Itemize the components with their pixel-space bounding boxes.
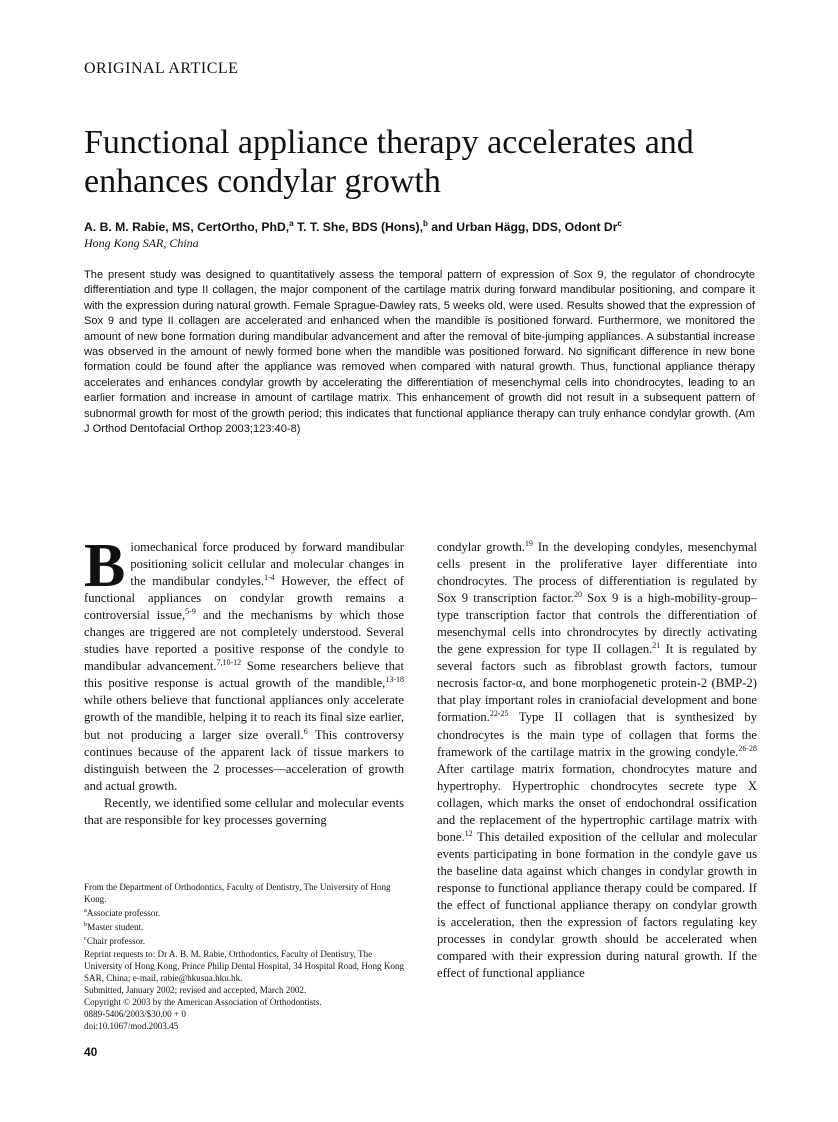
author-1-name: A. B. M. Rabie, MS, CertOrtho, PhD,	[84, 220, 290, 235]
section-label: ORIGINAL ARTICLE	[84, 60, 239, 77]
body-paragraph	[84, 532, 405, 795]
drop-cap: B	[84, 532, 126, 600]
body-paragraph	[437, 539, 757, 982]
body-text: Sox 9 is a high-mobility-group–type transcription factor that controls the differentiation of mesenchymal cells into chrondrocytes by directly activating the gene expression for type II collagen.	[437, 591, 757, 657]
footnote-copyright: Copyright © 2003 by the American Association of Orthodontists.	[84, 996, 322, 1007]
body-text: After cartilage matrix formation, chondrocytes mature and hypertrophy. Hypertrophic chondrocytes secrete type X collagen, which marks the onset of endochondral ossification and the replacement of the hypertrophic cartilage matrix with bone.	[437, 761, 757, 844]
abstract: The present study was designed to quantitatively assess the temporal pattern of expression of Sox 9, the regulator of chondrocyte differentiation and type II collagen, the major component of the cartilage matrix during forward mandibular positioning, and compare it with the expression during natural growth. Female Sprague-Dawley rats, 5 weeks old, were used. Results showed that the expression of Sox 9 and type II collagen are accelerated and enhanced when the mandible is positioned forward. Furthermore, we monitored the amount of new bone formation during mandibular advancement and after the removal of bite-jumping appliances. A substantial increase was observed in the amount of newly formed bone when the mandible was positioned forward. No significant difference in new bone formation could be found after the appliance was removed when compared with natural growth. Thus, functional appliance therapy accelerates and enhances condylar growth by accelerating the differentiation of mesenchymal cells into chondrocytes, leading to an earlier formation and increase in amount of cartilage matrix. This enhancement of growth did not result in a subsequent pattern of subnormal growth for most of the growth period; this indicates that functional appliance therapy can truly enhance condylar growth. (Am J Orthod Dentofacial Orthop 2003;123:40-8)	[84, 269, 755, 436]
citation: 5-9	[185, 607, 196, 616]
footnote-issn: 0889-5406/2003/$30.00 + 0	[84, 1009, 186, 1020]
citation: 1-4	[264, 572, 275, 582]
body-text: In the developing condyles, mesenchymal cells present in the proliferative layer differentiate into chondrocytes. The process of differentiation is regulated by Sox 9 transcription factor.	[437, 540, 757, 606]
body-text: condylar growth.	[437, 540, 525, 554]
body-text: Some researchers believe that this positive response is actual growth of the mandible,	[84, 659, 404, 691]
body-text: This controversy continues because of the apparent lack of tissue markers to distinguish between the 2 processes—acceleration of growth and actual growth.	[84, 727, 404, 793]
body-column-left	[84, 532, 405, 829]
citation: 13-18	[385, 675, 404, 685]
author-3-name: and Urban Hägg, DDS, Odont Dr	[431, 220, 618, 235]
footnote-reprint: Reprint requests to: Dr A. B. M. Rabie, Orthodontics, Faculty of Dentistry, The University of Hong Kong, Prince Philip Dental Hospital, 34 Hospital Road, Hong Kong SAR, China; e-mail, rabie@hkusua.hku.hk.	[84, 948, 405, 983]
footnote-submitted: Submitted, January 2002; revised and accepted, March 2002.	[84, 984, 307, 995]
citation: 26-28	[738, 743, 757, 753]
author-1-mark: a	[289, 219, 294, 228]
affiliation: Hong Kong SAR, China	[84, 236, 199, 250]
page-number: 40	[84, 1045, 98, 1059]
citation: 19	[524, 538, 533, 548]
citation: 12	[464, 828, 473, 838]
body-paragraph: Recently, we identified some cellular and molecular events that are responsible for key processes governing	[84, 795, 404, 827]
footnotes	[84, 881, 406, 1032]
citation: 7,10-12	[216, 658, 242, 668]
body-text: This detailed exposition of the cellular and molecular events participating in bone formation in the condyle gave us the baseline data against which changes in condylar growth in response to functional appliance therapy could be compared. If the effect of functional appliance therapy on condylar growth is acceleration, then the expression of factors regulating key processes in condylar growth should be accelerated when compared with their expression during natural growth. If the effect of functional appliance	[437, 829, 757, 981]
body-text: However, the effect of functional appliances on condylar growth remains a controversial issue,	[84, 574, 405, 623]
footnote-department: From the Department of Orthodontics, Faculty of Dentistry, The University of Hong Kong.	[84, 882, 391, 905]
footnote-c: $^c$Chair professor.	[84, 935, 145, 947]
author-list	[84, 219, 764, 234]
citation: 6	[303, 726, 308, 736]
footnote-doi: doi:10.1067/mod.2003.45	[84, 1021, 179, 1032]
body-text: while others believe that functional appliances only accelerate growth of the mandible, helping it to reach its final size earlier, but not producing a larger size overall.	[84, 693, 404, 742]
body-text: and the mechanisms by which those changes are triggered are not completely understood. Several studies have reported a positive response of the condyle to mandibular advancement.	[84, 608, 405, 674]
footnote-a: $^a$Associate professor.	[84, 907, 161, 919]
author-2-name: T. T. She, BDS (Hons),	[297, 220, 423, 235]
body-column-right	[437, 539, 757, 982]
citation: 21	[652, 641, 661, 651]
citation: 20	[573, 589, 582, 599]
footnote-b: $^b$Master student.	[84, 921, 144, 933]
author-2-mark: b	[422, 219, 428, 228]
author-3-mark: c	[617, 219, 622, 228]
citation: 22-25	[489, 709, 509, 719]
body-text: iomechanical force produced by forward mandibular positioning solicit cellular and molecular changes in the mandibular condyles.	[130, 540, 404, 589]
body-text: It is regulated by several factors such as fibroblast growth factors, tumour necrosis factor-α, and bone morphogenetic protein-2 (BMP-2) that play important roles in craniofacial development and bone formation.	[437, 642, 757, 725]
body-text: Type II collagen that is synthesized by chondrocytes is the main type of collagen that forms the framework of the cartilage matrix in the growing condyle.	[437, 710, 757, 759]
article-title: Functional appliance therapy accelerates and enhances condylar growth	[84, 124, 694, 200]
